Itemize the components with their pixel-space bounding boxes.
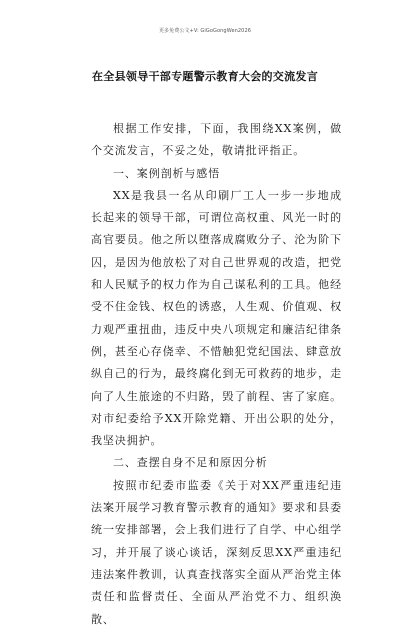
intro-paragraph: 根据工作安排，下面，我围绕XX案例，做个交流发言，不妥之处，敬请批评指正。 — [91, 122, 342, 158]
header-note: 更多免费公文+V: GiGoGongWen2026 — [158, 28, 252, 34]
section-1-paragraph: XX是我县一名从印刷厂工人一步一步地成长起来的领导干部，可谓位高权重、风光一时的高官要员。他之所以堕落成腐败分子、沦为阶下囚，是因为他放松了对自己世界观的改造，把党和人民赋予的权力作为自己谋私利的工具。他经受不住金钱、权色的诱惑，人生观、价值观、权力观严重扭曲，违反中央八项规定和廉洁纪律条例，甚至心存侥幸、不惜触犯党纪国法、肆意放纵自己的行为，最终腐化到无可救药的地步，走向了人生旅途的不归路，毁了前程、害了家庭。对市纪委给予XX开除党籍、开出公职的处分，我坚决拥护。 — [91, 188, 342, 448]
section-heading-2: 二、查摆自身不足和原因分析 — [113, 456, 268, 470]
section-2-paragraph: 按照市纪委市监委《关于对XX严重违纪违法案开展学习教育警示教育的通知》要求和县委统一安排部署，会上我们进行了自学、中心组学习，并开展了谈心谈话，深刻反思XX严重违纪违法案件教训，认真查找落实全面从严治党主体责任和监督责任、全面从严治党不力、组织涣散、 — [91, 478, 342, 626]
document-title: 在全县领导干部专题警示教育大会的交流发言 — [92, 70, 318, 83]
document-body — [91, 118, 342, 631]
section-heading-1: 一、案例剖析与感悟 — [113, 166, 221, 180]
